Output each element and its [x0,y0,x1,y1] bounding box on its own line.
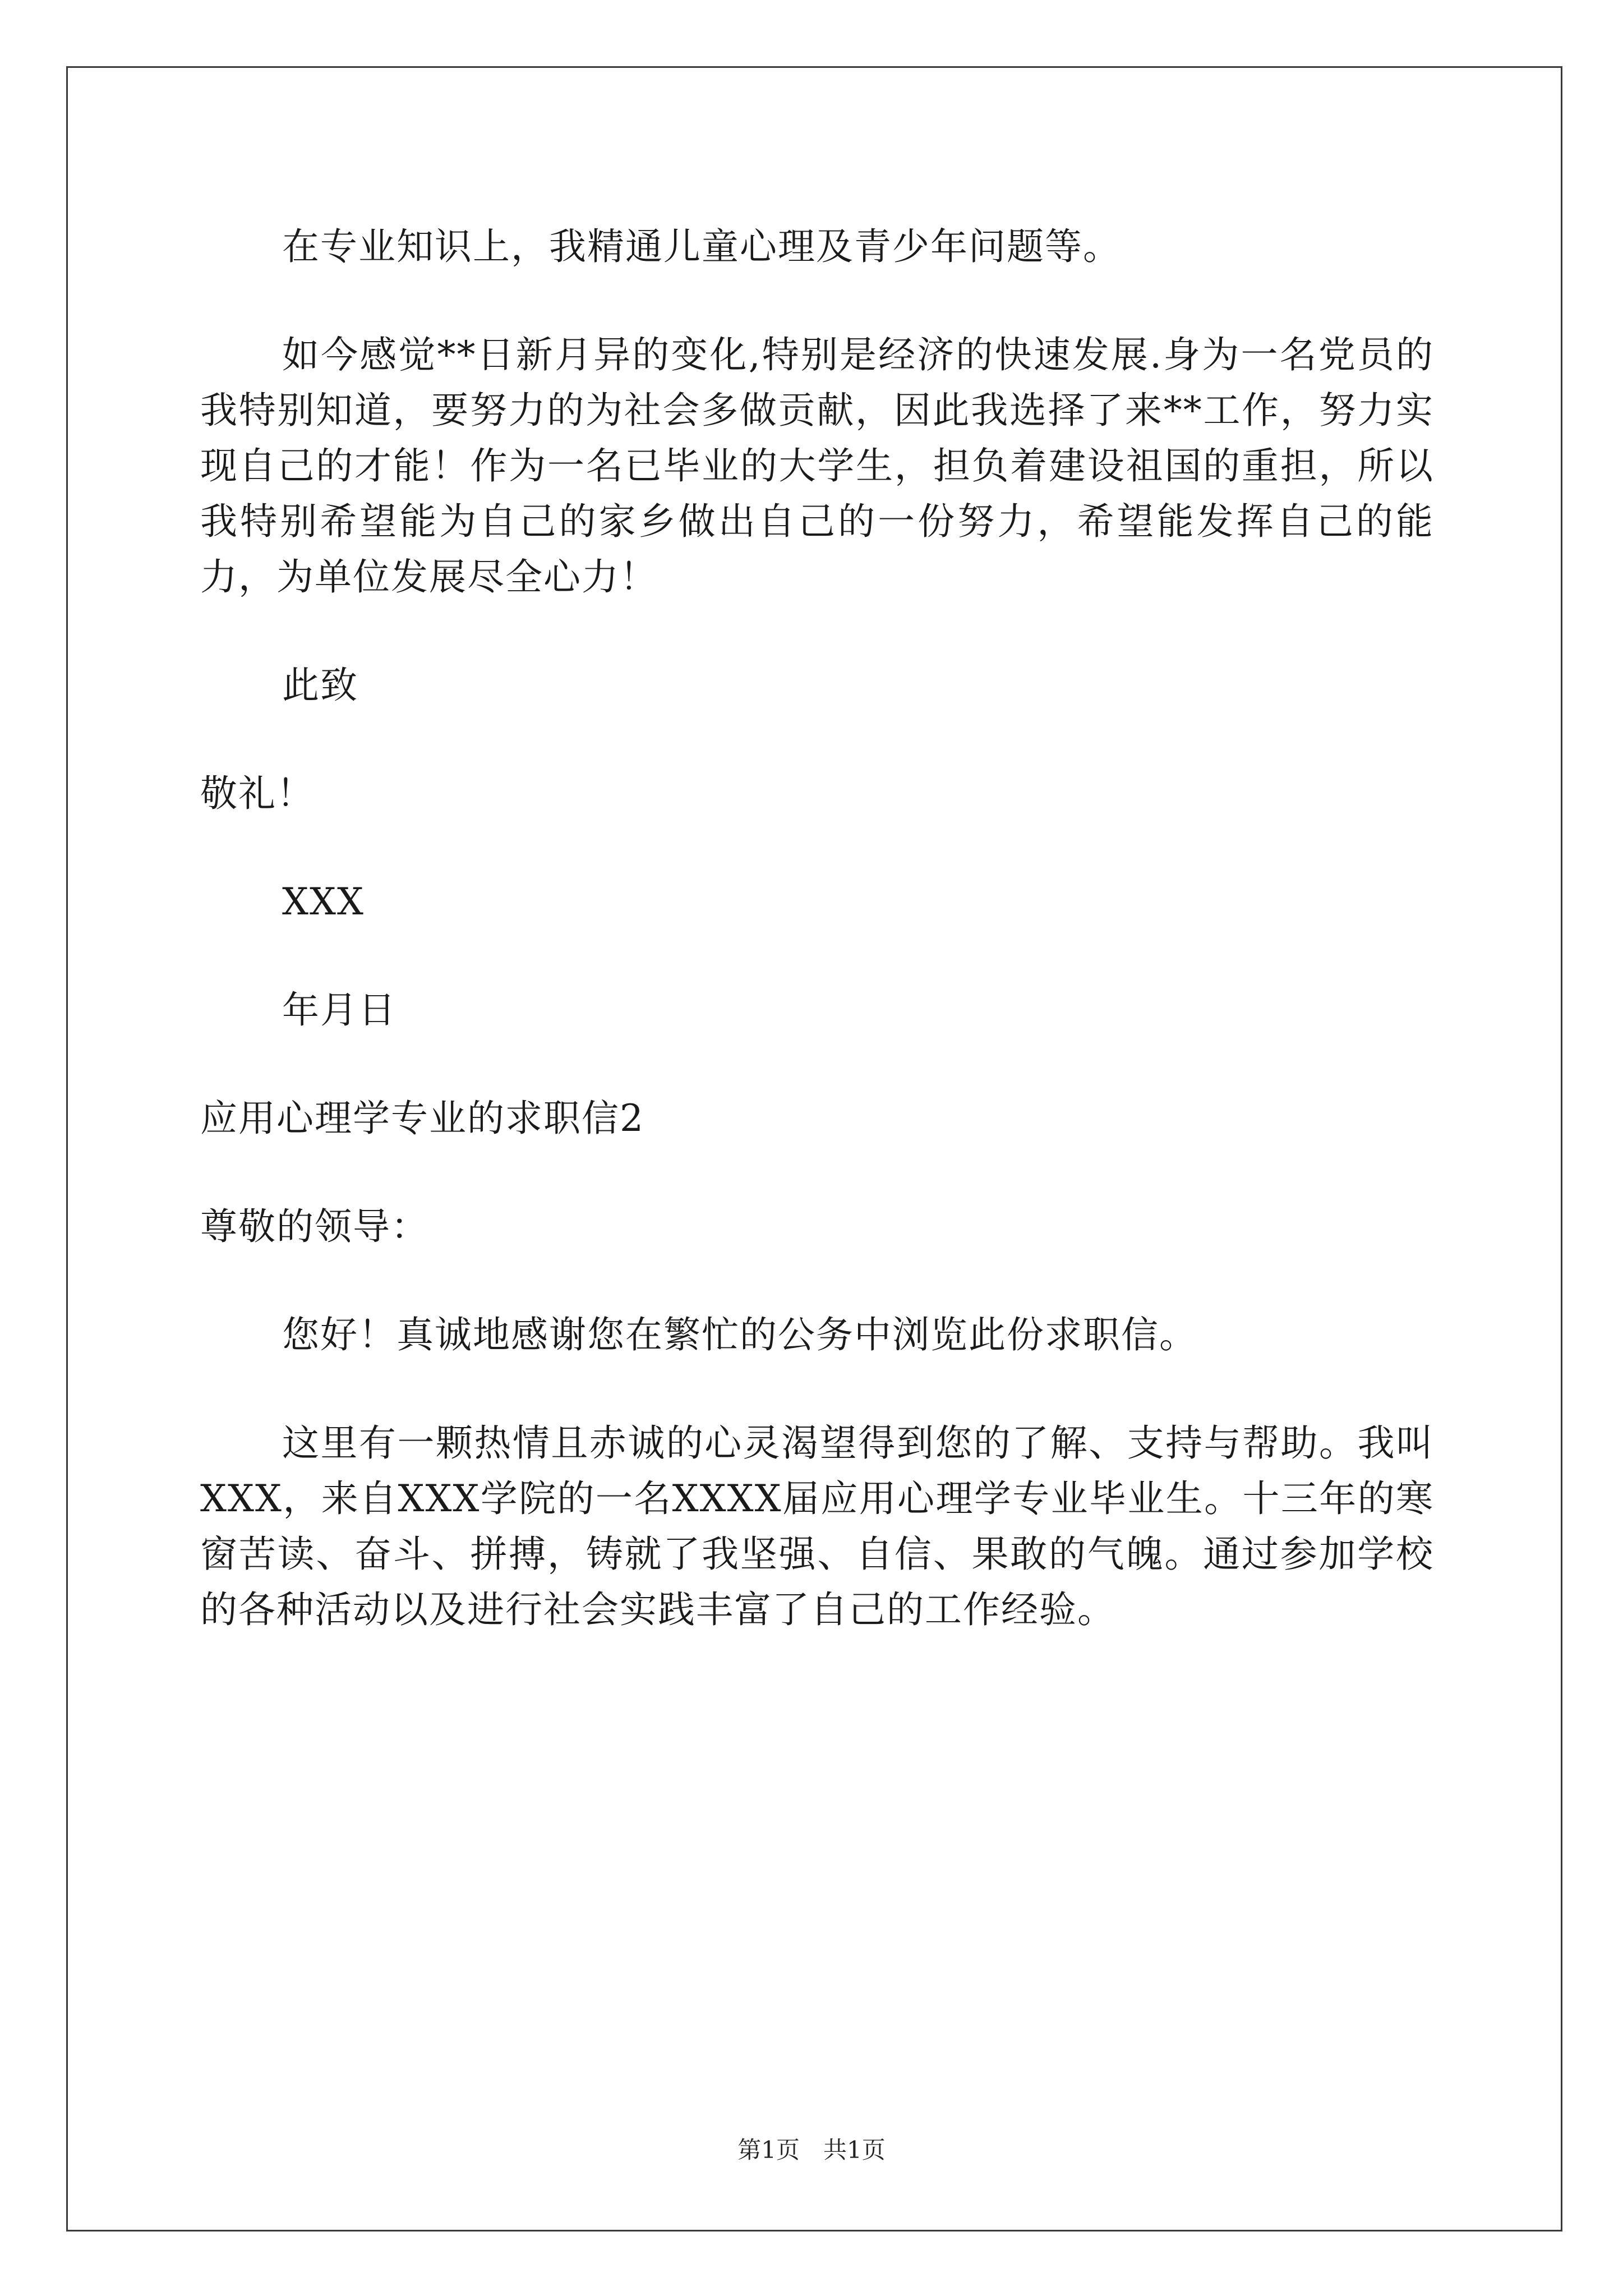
paragraph: 在专业知识上，我精通儿童心理及青少年问题等。 [282,225,1121,268]
paragraph: 您好！真诚地感谢您在繁忙的公务中浏览此份求职信。 [282,1313,1197,1356]
document-body [200,219,1434,1637]
section-title: 应用心理学专业的求职信2 [200,1097,644,1140]
signature-name: XXX [282,880,365,923]
closing-regards: 敬礼！ [200,772,315,815]
paragraph: 这里有一颗热情且赤诚的心灵渴望得到您的了解、支持与帮助。我叫XXX，来自XXX学院的一名XXXX届应用心理学专业毕业生。十三年的寒窗苦读、奋斗、拼搏，铸就了我坚强、自信、果敢的气魄。通过参加学校的各种活动以及进行社会实践丰富了自己的工作经验。 [200,1421,1434,1631]
signature-date: 年月日 [282,988,396,1032]
page-number-footer: 第1页 共1页 [737,2136,886,2164]
paragraph: 如今感觉**日新月异的变化,特别是经济的快速发展.身为一名党员的我特别知道，要努力的为社会多做贡献，因此我选择了来**工作，努力实现自己的才能！作为一名已毕业的大学生，担负着建设祖国的重担，所以我特别希望能为自己的家乡做出自己的一份努力，希望能发挥自己的能力，为单位发展尽全心力！ [200,333,1434,599]
closing-salutation: 此致 [282,664,358,707]
greeting: 尊敬的领导： [200,1205,429,1248]
